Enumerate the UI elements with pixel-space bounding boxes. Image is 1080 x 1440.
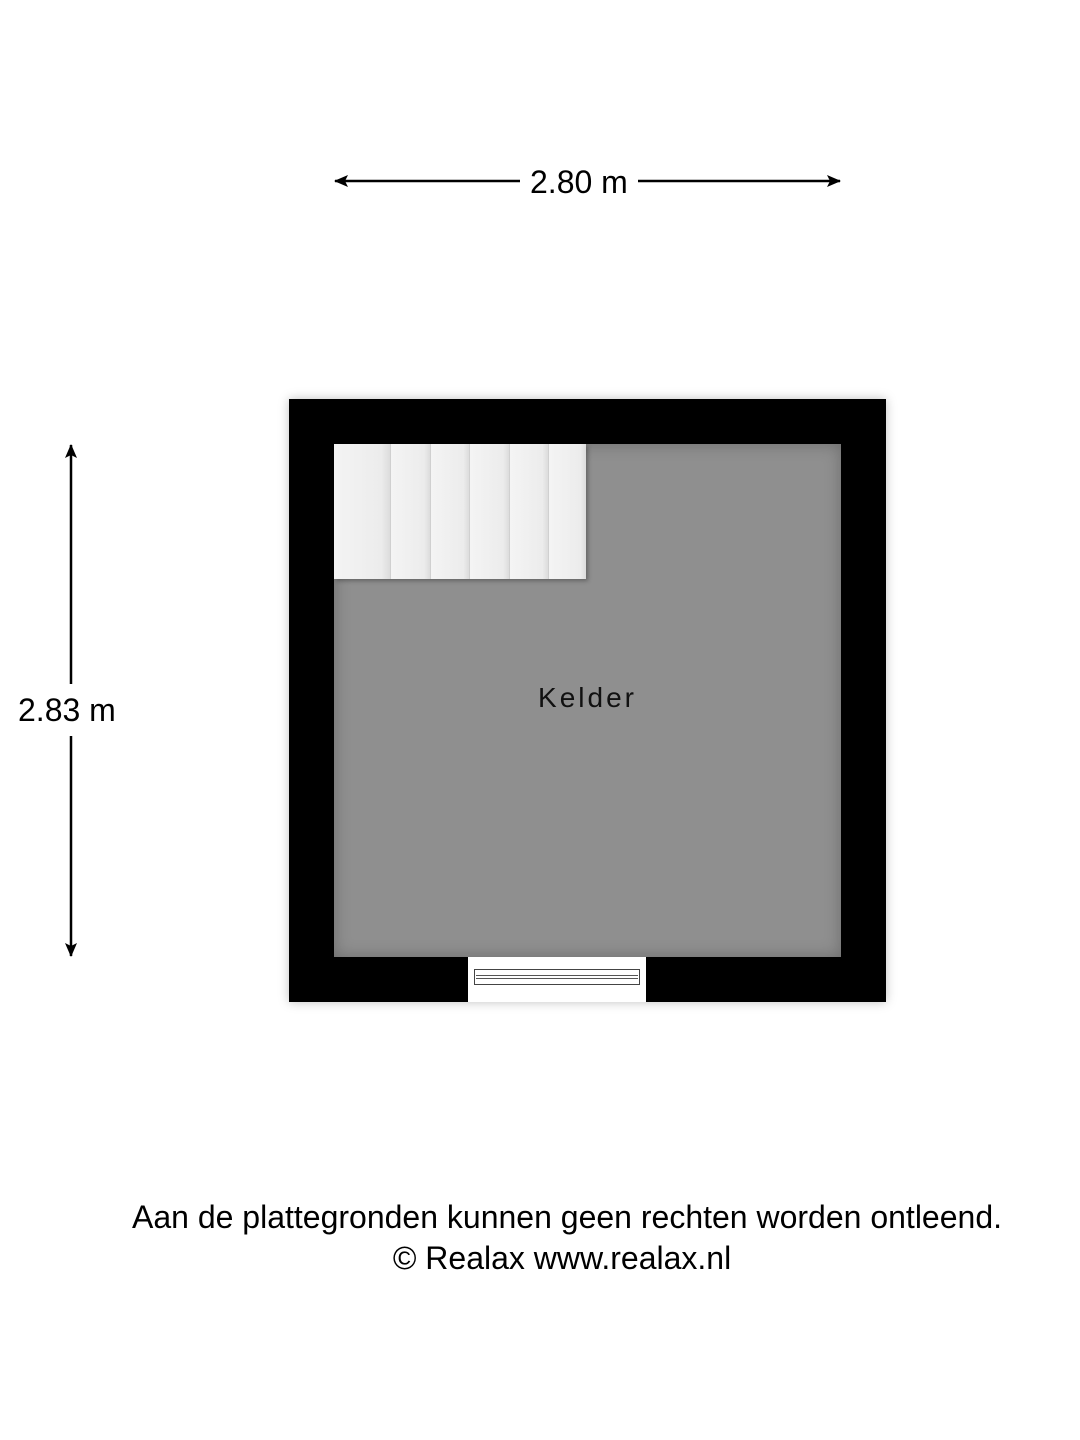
room-label: Kelder bbox=[538, 682, 637, 713]
room-kelder bbox=[334, 444, 841, 957]
stair-step bbox=[510, 444, 549, 579]
window bbox=[468, 957, 646, 1002]
stair-step bbox=[391, 444, 431, 579]
staircase bbox=[334, 444, 586, 579]
stair-step bbox=[431, 444, 470, 579]
stair-step bbox=[549, 444, 586, 579]
window-pane bbox=[476, 975, 638, 979]
stair-step bbox=[470, 444, 510, 579]
floor-plan bbox=[289, 399, 886, 1002]
height-dimension-label: 2.83 m bbox=[12, 684, 122, 736]
copyright-text: © Realax www.realax.nl bbox=[392, 1240, 732, 1276]
stair-step bbox=[334, 444, 391, 579]
disclaimer-text: Aan de plattegronden kunnen geen rechten worden ontleend. bbox=[131, 1199, 1002, 1235]
width-dimension-label: 2.80 m bbox=[520, 164, 638, 200]
